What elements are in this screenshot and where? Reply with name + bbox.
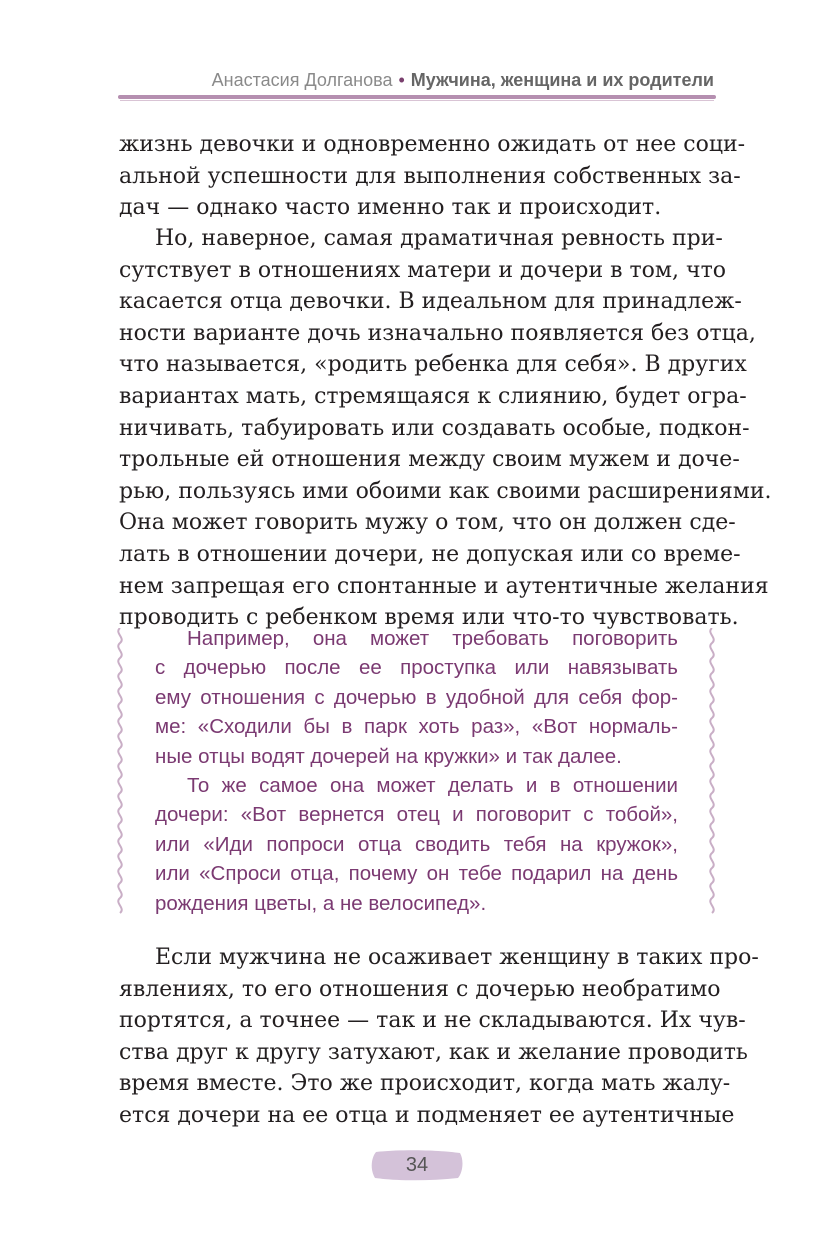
quote-line: рождения цветы, а не велосипед». bbox=[155, 891, 487, 915]
text-line: проводить с ребенком время или что-то чувствовать. bbox=[119, 605, 739, 631]
text-line: жизнь девочки и одновременно ожидать от нее соци- bbox=[119, 132, 746, 157]
quote-line: ему отношения с дочерью в удобной для себя фор- bbox=[155, 685, 678, 709]
quote-line: с дочерью после ее проступка или навязывать bbox=[155, 656, 678, 680]
text-line: вариантах мать, стремящаяся к слиянию, будет огра- bbox=[119, 383, 747, 409]
quote-line: дочери: «Вот вернется отец и поговорит с тобой», bbox=[155, 803, 678, 827]
text-line: сутствует в отношениях матери и дочери в том, что bbox=[119, 257, 726, 283]
text-line: ется дочери на ее отца и подменяет ее аутентичные bbox=[119, 1102, 735, 1128]
text-line: ничивать, табуировать или создавать особые, подкон- bbox=[119, 415, 750, 441]
paragraph-2 bbox=[119, 223, 772, 634]
text-line: Если мужчина не осаживает женщину в таких про- bbox=[155, 945, 759, 970]
quote-block bbox=[155, 624, 678, 918]
text-line: трольные ей отношения между своим мужем и доче- bbox=[119, 447, 740, 473]
running-header bbox=[118, 68, 714, 92]
text-line: дач — однако часто именно так и происходит. bbox=[119, 195, 662, 221]
text-line: Она может говорить мужу о том, что он должен сде- bbox=[119, 510, 736, 536]
text-line: рью, пользуясь ими обоими как своими расширениями. bbox=[119, 478, 772, 504]
header-book-title: Мужчина, женщина и их родители bbox=[410, 70, 714, 90]
text-line: что называется, «родить ребенка для себя». В других bbox=[119, 352, 747, 378]
text-line: касается отца девочки. В идеальном для принадлеж- bbox=[119, 289, 742, 315]
quote-line: или «Иди попроси отца сводить тебя на кружок», bbox=[155, 832, 678, 856]
quote-line: ме: «Сходили бы в парк хоть раз», «Вот нормаль- bbox=[155, 715, 678, 739]
quote-line: ные отцы водят дочерей на кружки» и так далее. bbox=[155, 744, 622, 768]
paragraph-3 bbox=[119, 942, 759, 1132]
text-line: Но, наверное, самая драматичная ревность при- bbox=[155, 226, 723, 251]
quote-line: То же самое она может делать и в отношении bbox=[187, 774, 678, 798]
quote-line: или «Спроси отца, почему он тебе подарил на день bbox=[155, 862, 678, 886]
header-rule-thin bbox=[120, 100, 714, 101]
text-line: лать в отношении дочери, не допуская или со време- bbox=[119, 541, 741, 567]
header-author: Анастасия Долганова bbox=[211, 70, 393, 90]
text-line: альной успешности для выполнения собственных за- bbox=[119, 163, 741, 189]
text-line: портятся, а точнее — так и не складываются. Их чув- bbox=[119, 1008, 746, 1034]
header-separator: • bbox=[398, 70, 405, 90]
header-rule bbox=[118, 95, 716, 99]
text-line: нем запрещая его спонтанные и аутентичные желания bbox=[119, 573, 769, 599]
paragraph-1 bbox=[119, 129, 746, 224]
text-line: ства друг к другу затухают, как и желание проводить bbox=[119, 1039, 748, 1065]
text-line: явлениях, то его отношения с дочерью необратимо bbox=[119, 976, 721, 1002]
page-number: 34 bbox=[405, 1154, 429, 1176]
quote-left-border bbox=[114, 628, 126, 914]
quote-line: Например, она может требовать поговорить bbox=[187, 627, 678, 650]
quote-right-border bbox=[706, 628, 718, 914]
text-line: время вместе. Это же происходит, когда мать жалу- bbox=[119, 1071, 731, 1097]
text-line: ности варианте дочь изначально появляется без отца, bbox=[119, 320, 756, 346]
